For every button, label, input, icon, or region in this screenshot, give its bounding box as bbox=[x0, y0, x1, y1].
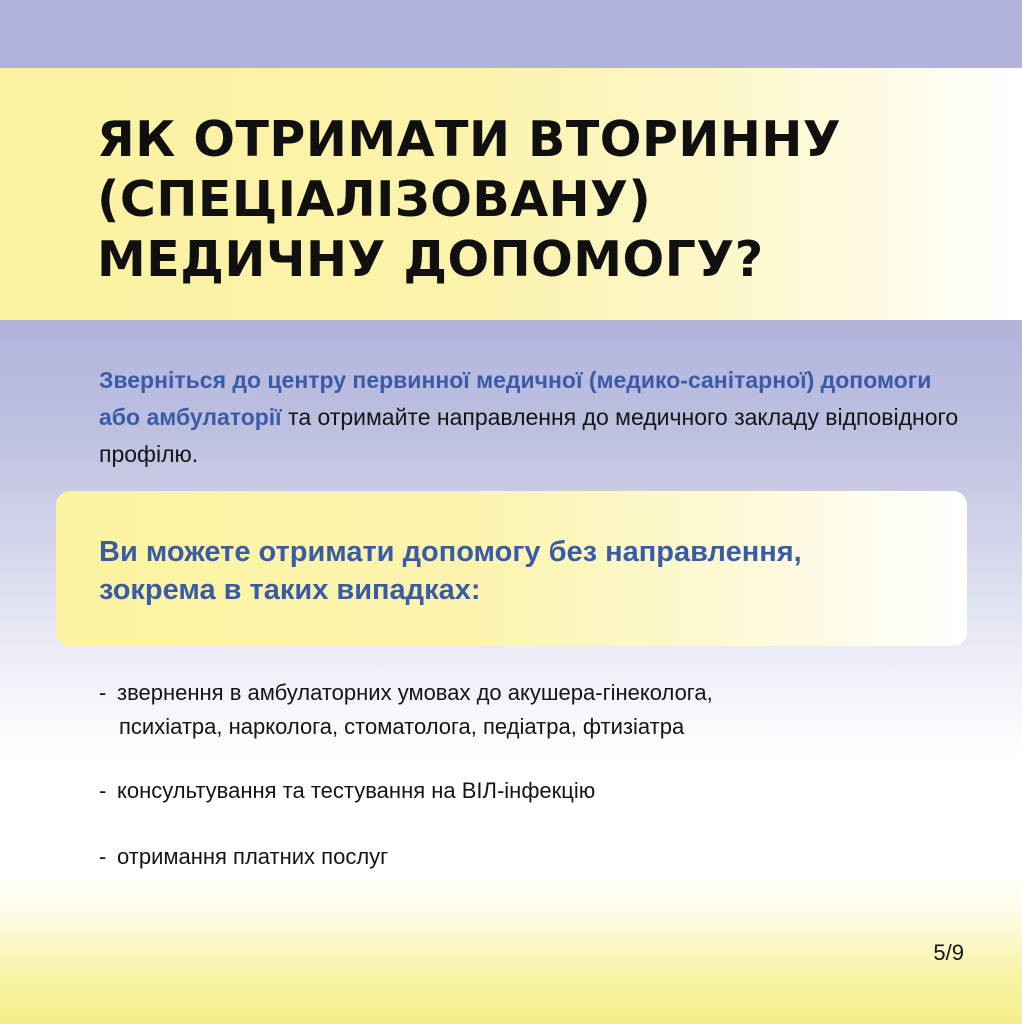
title-line-3: МЕДИЧНУ ДОПОМОГУ? bbox=[97, 231, 764, 288]
title-line-2: (СПЕЦІАЛІЗОВАНУ) bbox=[97, 171, 652, 228]
intro-highlight: Зверніться до центру первинної медичної (медико-санітарної) допомоги або амбулаторії bbox=[99, 367, 932, 430]
intro-paragraph bbox=[99, 362, 959, 473]
callout-line-1: Ви можете отримати допомогу без направлення, bbox=[99, 536, 802, 568]
list-item-text: консультування та тестування на ВІЛ-інфекцію bbox=[117, 778, 596, 803]
list-dash: - bbox=[99, 680, 107, 705]
cases-list bbox=[99, 676, 713, 874]
page-number: 5/9 bbox=[933, 940, 964, 965]
title-line-1: ЯК ОТРИМАТИ ВТОРИННУ bbox=[97, 111, 842, 168]
callout-line-2: зокрема в таких випадках: bbox=[99, 574, 481, 606]
list-item bbox=[99, 676, 713, 744]
callout-heading bbox=[99, 533, 802, 609]
list-item bbox=[99, 774, 713, 808]
intro-rest: та отримайте направлення до медичного закладу відповідного профілю. bbox=[99, 404, 959, 467]
list-item bbox=[99, 840, 713, 874]
list-dash: - bbox=[99, 844, 107, 869]
list-item-continuation: психіатра, нарколога, стоматолога, педіатра, фтизіатра bbox=[119, 714, 685, 739]
callout-box bbox=[56, 491, 967, 646]
page-title bbox=[97, 110, 841, 290]
list-dash: - bbox=[99, 778, 107, 803]
list-item-text: звернення в амбулаторних умовах до акушера-гінеколога, bbox=[117, 680, 713, 705]
list-item-text: отримання платних послуг bbox=[117, 844, 389, 869]
